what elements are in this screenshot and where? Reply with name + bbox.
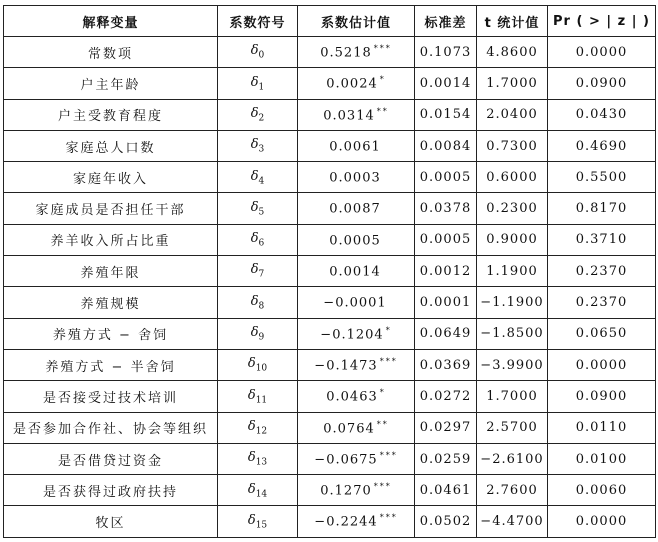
table-row: [4, 99, 656, 130]
tstat-cell: 2.5700: [477, 412, 548, 443]
table-row: [4, 506, 656, 537]
significance-stars: *: [385, 325, 392, 335]
stderr-cell: 0.0154: [415, 99, 477, 130]
estimate-cell: [298, 130, 415, 161]
table-row: [4, 256, 656, 287]
estimate-cell: [298, 381, 415, 412]
symbol-subscript: 14: [255, 489, 268, 500]
estimate-value: 0.0014: [329, 264, 381, 280]
symbol-base: δ: [247, 356, 256, 372]
estimate-value: 0.0024: [326, 76, 378, 92]
symbol-subscript: 15: [255, 520, 268, 531]
variable-cell: 家庭总人口数: [4, 130, 218, 161]
tstat-cell: −3.9900: [477, 349, 548, 380]
header-pvalue: Pr ( > | z | ): [548, 6, 656, 37]
estimate-cell: [298, 193, 415, 224]
significance-stars: *: [379, 75, 386, 85]
symbol-base: δ: [250, 262, 259, 278]
tstat-cell: −4.4700: [477, 506, 548, 537]
estimate-value: −0.1204: [320, 326, 384, 342]
table-row: [4, 287, 656, 318]
estimate-value: −0.0675: [314, 452, 378, 468]
tstat-cell: −1.8500: [477, 318, 548, 349]
variable-cell: 是否接受过技术培训: [4, 381, 218, 412]
stderr-cell: 0.0297: [415, 412, 477, 443]
significance-stars: ***: [379, 356, 398, 366]
stderr-cell: 0.0014: [415, 68, 477, 99]
pvalue-cell: 0.0430: [548, 99, 656, 130]
symbol-base: δ: [247, 387, 256, 403]
symbol-cell: [218, 99, 298, 130]
symbol-cell: [218, 349, 298, 380]
symbol-cell: [218, 162, 298, 193]
tstat-cell: 0.9000: [477, 224, 548, 255]
symbol-base: δ: [247, 418, 256, 434]
pvalue-cell: 0.0900: [548, 381, 656, 412]
estimate-value: −0.2244: [314, 514, 378, 530]
pvalue-cell: 0.0000: [548, 349, 656, 380]
symbol-cell: [218, 37, 298, 68]
symbol-subscript: 5: [258, 207, 265, 218]
tstat-cell: −2.6100: [477, 443, 548, 474]
pvalue-cell: 0.4690: [548, 130, 656, 161]
tstat-cell: 1.7000: [477, 68, 548, 99]
symbol-base: δ: [250, 199, 259, 215]
significance-stars: **: [376, 106, 389, 116]
tstat-cell: 4.8600: [477, 37, 548, 68]
variable-cell: 养羊收入所占比重: [4, 224, 218, 255]
symbol-cell: [218, 68, 298, 99]
symbol-subscript: 12: [255, 426, 268, 437]
table-row: [4, 412, 656, 443]
pvalue-cell: 0.3710: [548, 224, 656, 255]
variable-cell: 家庭年收入: [4, 162, 218, 193]
stderr-cell: 0.0005: [415, 224, 477, 255]
pvalue-cell: 0.8170: [548, 193, 656, 224]
variable-cell: 户主年龄: [4, 68, 218, 99]
stderr-cell: 0.0084: [415, 130, 477, 161]
variable-cell: 常数项: [4, 37, 218, 68]
significance-stars: ***: [379, 513, 398, 523]
estimate-value: 0.0061: [329, 139, 381, 155]
table-row: [4, 349, 656, 380]
stderr-cell: 0.0005: [415, 162, 477, 193]
stderr-cell: 0.0649: [415, 318, 477, 349]
pvalue-cell: 0.0000: [548, 37, 656, 68]
symbol-subscript: 10: [255, 363, 268, 374]
pvalue-cell: 0.0110: [548, 412, 656, 443]
symbol-base: δ: [250, 168, 259, 184]
significance-stars: ***: [373, 482, 392, 492]
estimate-cell: [298, 256, 415, 287]
table-row: [4, 193, 656, 224]
symbol-base: δ: [250, 137, 259, 153]
symbol-cell: [218, 475, 298, 506]
stderr-cell: 0.0012: [415, 256, 477, 287]
tstat-cell: 0.6000: [477, 162, 548, 193]
header-stderr: 标准差: [415, 6, 477, 37]
significance-stars: ***: [373, 43, 392, 53]
significance-stars: **: [376, 419, 389, 429]
pvalue-cell: 0.2370: [548, 256, 656, 287]
pvalue-cell: 0.0000: [548, 506, 656, 537]
symbol-cell: [218, 443, 298, 474]
symbol-subscript: 11: [255, 395, 268, 406]
estimate-cell: [298, 224, 415, 255]
variable-cell: 是否借贷过资金: [4, 443, 218, 474]
symbol-cell: [218, 287, 298, 318]
symbol-base: δ: [250, 105, 259, 121]
estimate-value: 0.0003: [329, 170, 381, 186]
pvalue-cell: 0.0900: [548, 68, 656, 99]
symbol-base: δ: [250, 231, 259, 247]
stderr-cell: 0.0461: [415, 475, 477, 506]
table-row: [4, 162, 656, 193]
table-row: [4, 37, 656, 68]
estimate-cell: [298, 99, 415, 130]
symbol-cell: [218, 130, 298, 161]
symbol-subscript: 4: [258, 176, 265, 187]
table-row: [4, 318, 656, 349]
table-body: [4, 37, 656, 538]
symbol-subscript: 3: [258, 144, 265, 155]
tstat-cell: 0.7300: [477, 130, 548, 161]
significance-stars: ***: [379, 450, 398, 460]
table-row: [4, 443, 656, 474]
pvalue-cell: 0.0650: [548, 318, 656, 349]
stderr-cell: 0.0001: [415, 287, 477, 318]
stderr-cell: 0.1073: [415, 37, 477, 68]
tstat-cell: 1.1900: [477, 256, 548, 287]
variable-cell: 养殖年限: [4, 256, 218, 287]
symbol-cell: [218, 506, 298, 537]
estimate-cell: [298, 287, 415, 318]
table-row: [4, 475, 656, 506]
pvalue-cell: 0.0060: [548, 475, 656, 506]
symbol-subscript: 8: [258, 301, 265, 312]
symbol-cell: [218, 193, 298, 224]
stderr-cell: 0.0502: [415, 506, 477, 537]
variable-cell: 家庭成员是否担任干部: [4, 193, 218, 224]
symbol-subscript: 0: [258, 50, 265, 61]
symbol-base: δ: [250, 293, 259, 309]
pvalue-cell: 0.2370: [548, 287, 656, 318]
stderr-cell: 0.0272: [415, 381, 477, 412]
estimate-cell: [298, 412, 415, 443]
estimate-value: −0.0001: [323, 295, 387, 311]
estimate-value: 0.0005: [329, 233, 381, 249]
pvalue-cell: 0.0100: [548, 443, 656, 474]
significance-stars: *: [379, 388, 386, 398]
pvalue-cell: 0.5500: [548, 162, 656, 193]
variable-cell: 养殖规模: [4, 287, 218, 318]
symbol-base: δ: [250, 325, 259, 341]
symbol-cell: [218, 381, 298, 412]
estimate-cell: [298, 37, 415, 68]
symbol-base: δ: [250, 74, 259, 90]
regression-table: [3, 5, 656, 538]
estimate-value: 0.5218: [320, 45, 372, 61]
estimate-cell: [298, 443, 415, 474]
estimate-cell: [298, 475, 415, 506]
symbol-cell: [218, 318, 298, 349]
symbol-cell: [218, 412, 298, 443]
symbol-base: δ: [247, 512, 256, 528]
tstat-cell: 0.2300: [477, 193, 548, 224]
estimate-cell: [298, 318, 415, 349]
stderr-cell: 0.0259: [415, 443, 477, 474]
estimate-value: 0.0314: [323, 107, 375, 123]
tstat-cell: 2.0400: [477, 99, 548, 130]
estimate-value: −0.1473: [314, 358, 378, 374]
estimate-cell: [298, 349, 415, 380]
symbol-subscript: 9: [258, 332, 265, 343]
variable-cell: 是否获得过政府扶持: [4, 475, 218, 506]
estimate-cell: [298, 162, 415, 193]
tstat-cell: 1.7000: [477, 381, 548, 412]
estimate-value: 0.1270: [320, 483, 372, 499]
header-estimate: 系数估计值: [298, 6, 415, 37]
variable-cell: 养殖方式 − 舍饲: [4, 318, 218, 349]
estimate-cell: [298, 68, 415, 99]
symbol-base: δ: [250, 43, 259, 59]
table-row: [4, 68, 656, 99]
header-variable: 解释变量: [4, 6, 218, 37]
variable-cell: 是否参加合作社、协会等组织: [4, 412, 218, 443]
variable-cell: 户主受教育程度: [4, 99, 218, 130]
table-row: [4, 224, 656, 255]
symbol-subscript: 6: [258, 238, 265, 249]
estimate-value: 0.0463: [326, 389, 378, 405]
variable-cell: 牧区: [4, 506, 218, 537]
stderr-cell: 0.0378: [415, 193, 477, 224]
tstat-cell: 2.7600: [477, 475, 548, 506]
symbol-base: δ: [247, 450, 256, 466]
symbol-cell: [218, 256, 298, 287]
symbol-subscript: 13: [255, 457, 268, 468]
estimate-cell: [298, 506, 415, 537]
estimate-value: 0.0087: [329, 201, 381, 217]
table-row: [4, 130, 656, 161]
symbol-subscript: 7: [258, 270, 265, 281]
header-row: [4, 6, 656, 37]
symbol-subscript: 2: [258, 113, 265, 124]
symbol-subscript: 1: [258, 82, 265, 93]
stderr-cell: 0.0369: [415, 349, 477, 380]
header-tstat: t 统计值: [477, 6, 548, 37]
symbol-base: δ: [247, 481, 256, 497]
header-symbol: 系数符号: [218, 6, 298, 37]
symbol-cell: [218, 224, 298, 255]
variable-cell: 养殖方式 − 半舍饲: [4, 349, 218, 380]
table-row: [4, 381, 656, 412]
tstat-cell: −1.1900: [477, 287, 548, 318]
estimate-value: 0.0764: [323, 420, 375, 436]
